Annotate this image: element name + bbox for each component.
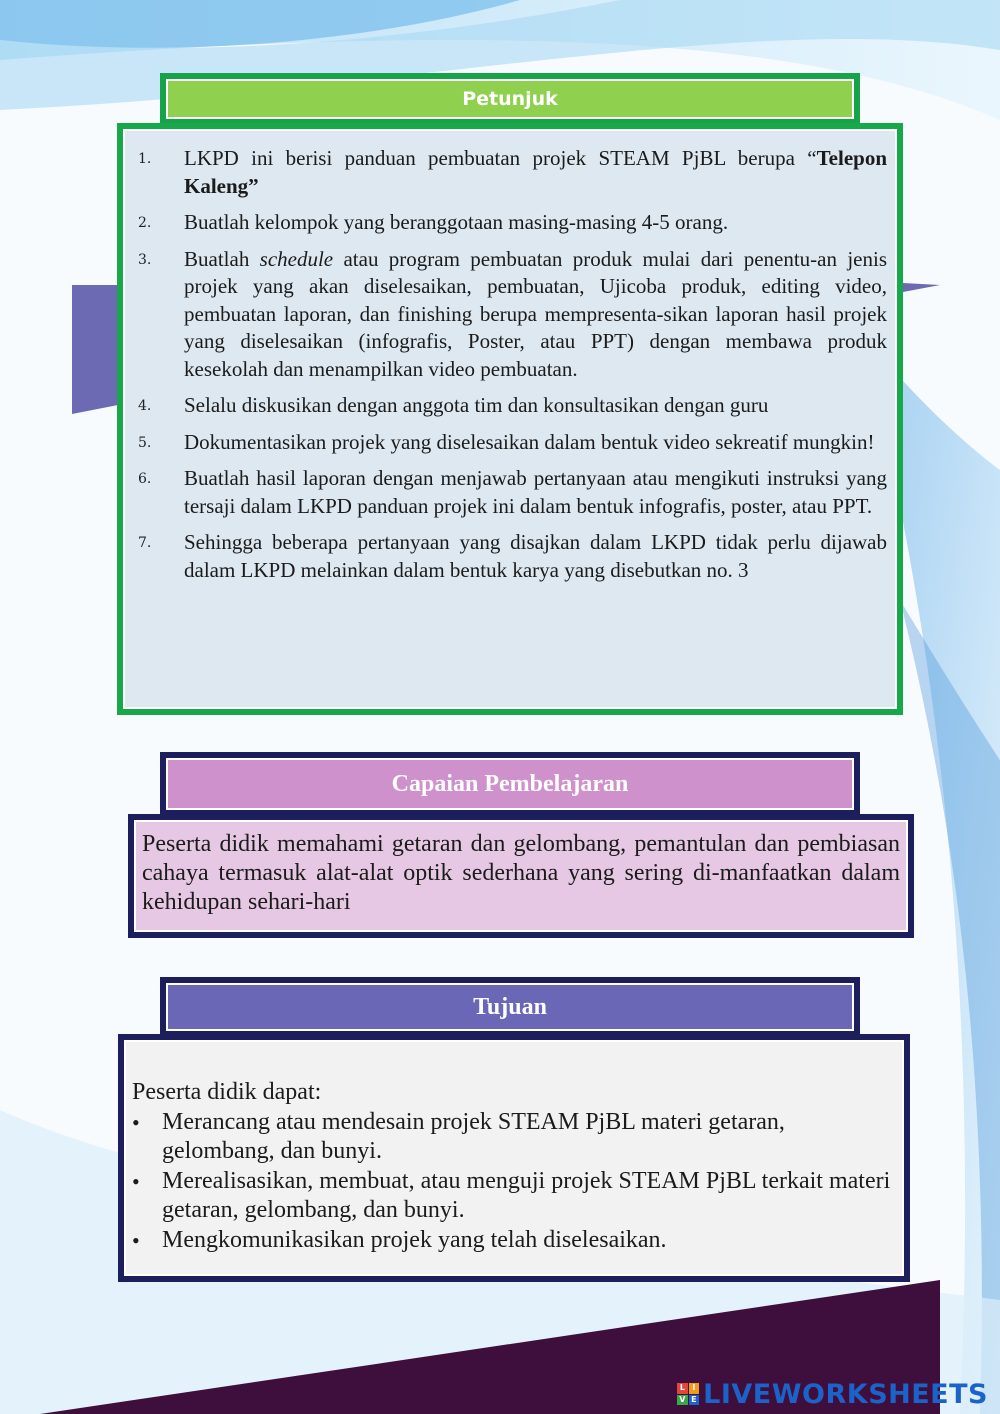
capaian-header: [160, 752, 860, 816]
list-item: [133, 392, 887, 420]
goal-text: Mengkomunikasikan projek yang telah diselesaikan.: [162, 1226, 667, 1253]
tujuan-intro: Peserta didik dapat:: [132, 1079, 322, 1105]
liveworksheets-icon: L I V E: [677, 1383, 699, 1405]
list-item: [133, 529, 887, 584]
list-item: [133, 465, 887, 520]
item-number: 4.: [138, 398, 152, 414]
item-text: Buatlah hasil laporan dengan menjawab pertanyaan atau mengikuti instruksi yang tersaji dalam LKPD panduan projek ini dalam bentuk infografis, poster, atau PPT.: [184, 466, 887, 518]
bullet-icon: •: [132, 1109, 140, 1135]
capaian-box: [128, 814, 914, 938]
goal-text: Merancang atau mendesain projek STEAM PjBL materi getaran, gelombang, dan bunyi.: [162, 1108, 785, 1164]
tujuan-header: [160, 977, 860, 1037]
instruction-list: [133, 145, 887, 584]
petunjuk-title: Petunjuk: [166, 79, 854, 119]
petunjuk-box: [117, 123, 903, 715]
list-item: [133, 246, 887, 384]
list-item: [133, 209, 887, 237]
item-number: 6.: [138, 471, 152, 487]
capaian-text: Peserta didik memahami getaran dan gelombang, pemantulan dan pembiasan cahaya termasuk alat-alat optik sederhana yang sering di-manfaatkan dalam kehidupan sehari-hari: [134, 820, 908, 932]
brand-wordmark: LIVEWORKSHEETS: [703, 1378, 988, 1410]
tujuan-box: [118, 1034, 910, 1282]
item-text: LKPD ini berisi panduan pembuatan projek STEAM PjBL berupa “Telepon Kaleng”: [184, 146, 887, 198]
list-item: [133, 429, 887, 457]
item-text: Selalu diskusikan dengan anggota tim dan konsultasikan dengan guru: [184, 393, 769, 417]
capaian-title: Capaian Pembelajaran: [166, 758, 854, 810]
goal-text: Merealisasikan, membuat, atau menguji projek STEAM PjBL terkait materi getaran, gelombang, dan bunyi.: [162, 1167, 891, 1223]
item-number: 5.: [138, 434, 152, 451]
item-number: 7.: [138, 535, 152, 551]
list-item: [132, 1108, 896, 1167]
list-item: [132, 1167, 896, 1226]
item-text: Dokumentasikan projek yang diselesaikan dalam bentuk video sekreatif mungkin!: [184, 429, 875, 454]
list-item: [132, 1226, 896, 1256]
list-item: [133, 145, 887, 200]
bullet-icon: •: [132, 1168, 140, 1194]
item-text: Sehingga beberapa pertanyaan yang disajkan dalam LKPD tidak perlu dijawab dalam LKPD melainkan dalam bentuk karya yang disebutkan no. 3: [184, 530, 887, 582]
item-number: 1.: [138, 151, 152, 167]
item-text: Buatlah kelompok yang beranggotaan masing-masing 4-5 orang.: [184, 210, 729, 234]
bullet-icon: •: [132, 1227, 140, 1253]
goal-list: [132, 1108, 896, 1256]
project-name: Telepon Kaleng: [184, 146, 887, 198]
item-text: Buatlah schedule atau program pembuatan produk mulai dari penentu-an jenis projek yang akan diselesaikan, pembuatan, Ujicoba produk, editing video, pembuatan laporan, dan finishing berupa mempresenta-sikan laporan hasil projek yang diselesaikan (infografis, Poster, atau PPT) dengan membawa produk kesekolah dan menampilkan video pembuatan.: [184, 246, 887, 381]
item-number: 2.: [138, 215, 152, 231]
tujuan-title: Tujuan: [166, 983, 854, 1031]
item-number: 3.: [138, 251, 152, 268]
petunjuk-header: [160, 73, 860, 125]
liveworksheets-logo[interactable]: [677, 1380, 988, 1408]
